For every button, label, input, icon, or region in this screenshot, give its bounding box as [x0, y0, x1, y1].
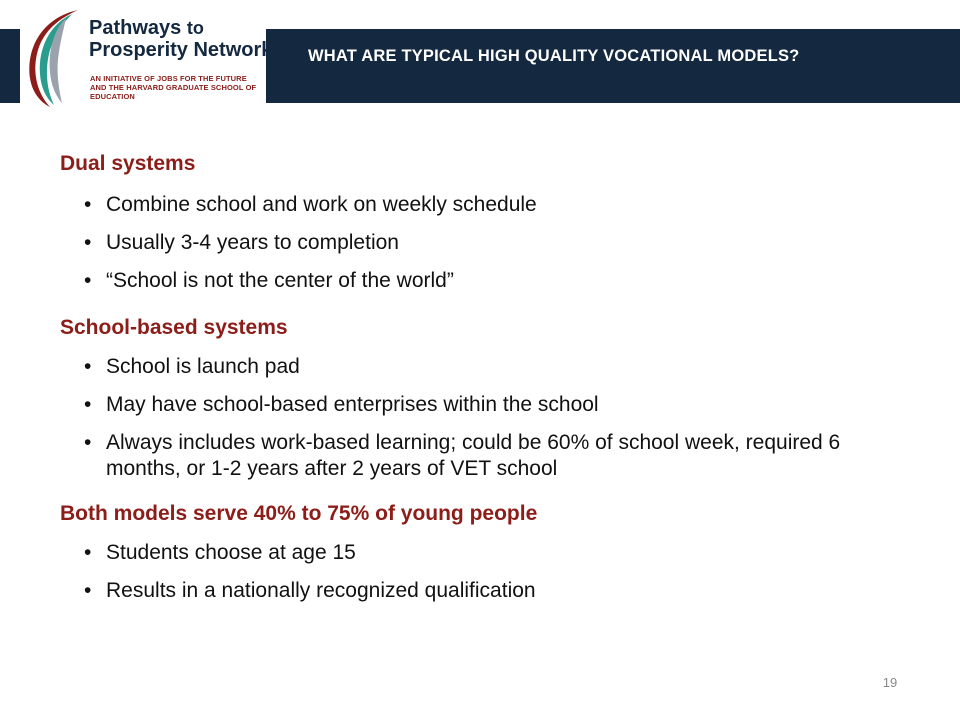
bullet-item	[60, 578, 920, 604]
section-heading: School-based systems	[60, 316, 288, 339]
bullet-list	[60, 540, 920, 604]
bullet-text: May have school-based enterprises within the school	[106, 393, 599, 416]
logo-tagline: AN INITIATIVE OF JOBS FOR THE FUTURE AND THE HARVARD GRADUATE SCHOOL OF EDUCATION	[90, 74, 257, 101]
bullet-item	[60, 230, 920, 256]
bullet-dot: •	[84, 193, 92, 216]
bullet-dot: •	[84, 355, 92, 378]
bullet-item	[60, 268, 920, 294]
slide-title: WHAT ARE TYPICAL HIGH QUALITY VOCATIONAL MODELS?	[308, 47, 800, 65]
bullet-dot: •	[84, 269, 92, 292]
bullet-text: Combine school and work on weekly schedule	[106, 193, 537, 216]
bullet-dot: •	[84, 431, 92, 454]
bullet-text: School is launch pad	[106, 355, 300, 378]
bullet-text: Usually 3-4 years to completion	[106, 231, 399, 254]
bullet-text: Students choose at age 15	[106, 541, 356, 564]
bullet-text: “School is not the center of the world”	[106, 269, 454, 292]
section-heading: Both models serve 40% to 75% of young people	[60, 502, 538, 525]
page-number: 19	[882, 675, 898, 690]
logo	[20, 8, 273, 108]
slide-body	[60, 150, 920, 604]
bullet-item	[60, 192, 920, 218]
bullet-text: Results in a nationally recognized qualification	[106, 579, 536, 602]
section-both-models	[60, 500, 920, 604]
bullet-dot: •	[84, 541, 92, 564]
bullet-dot: •	[84, 579, 92, 602]
logo-arc-icon	[20, 8, 90, 108]
bullet-item	[60, 430, 920, 482]
bullet-list	[60, 354, 920, 482]
bullet-item	[60, 540, 920, 566]
section-heading: Dual systems	[60, 152, 196, 175]
bullet-dot: •	[84, 393, 92, 416]
section-school-based-systems	[60, 314, 920, 482]
logo-name-line1: Pathways	[89, 17, 182, 39]
bullet-list	[60, 192, 920, 294]
logo-name-line2: Prosperity Network	[89, 39, 273, 61]
logo-name-to: to	[186, 18, 204, 38]
bullet-dot: •	[84, 231, 92, 254]
bullet-item	[60, 354, 920, 380]
bullet-item	[60, 392, 920, 418]
logo-name	[89, 17, 272, 61]
section-dual-systems	[60, 150, 920, 294]
bullet-text: Always includes work-based learning; could be 60% of school week, required 6 months, or 1-2 years after 2 years of VET school	[106, 431, 841, 480]
